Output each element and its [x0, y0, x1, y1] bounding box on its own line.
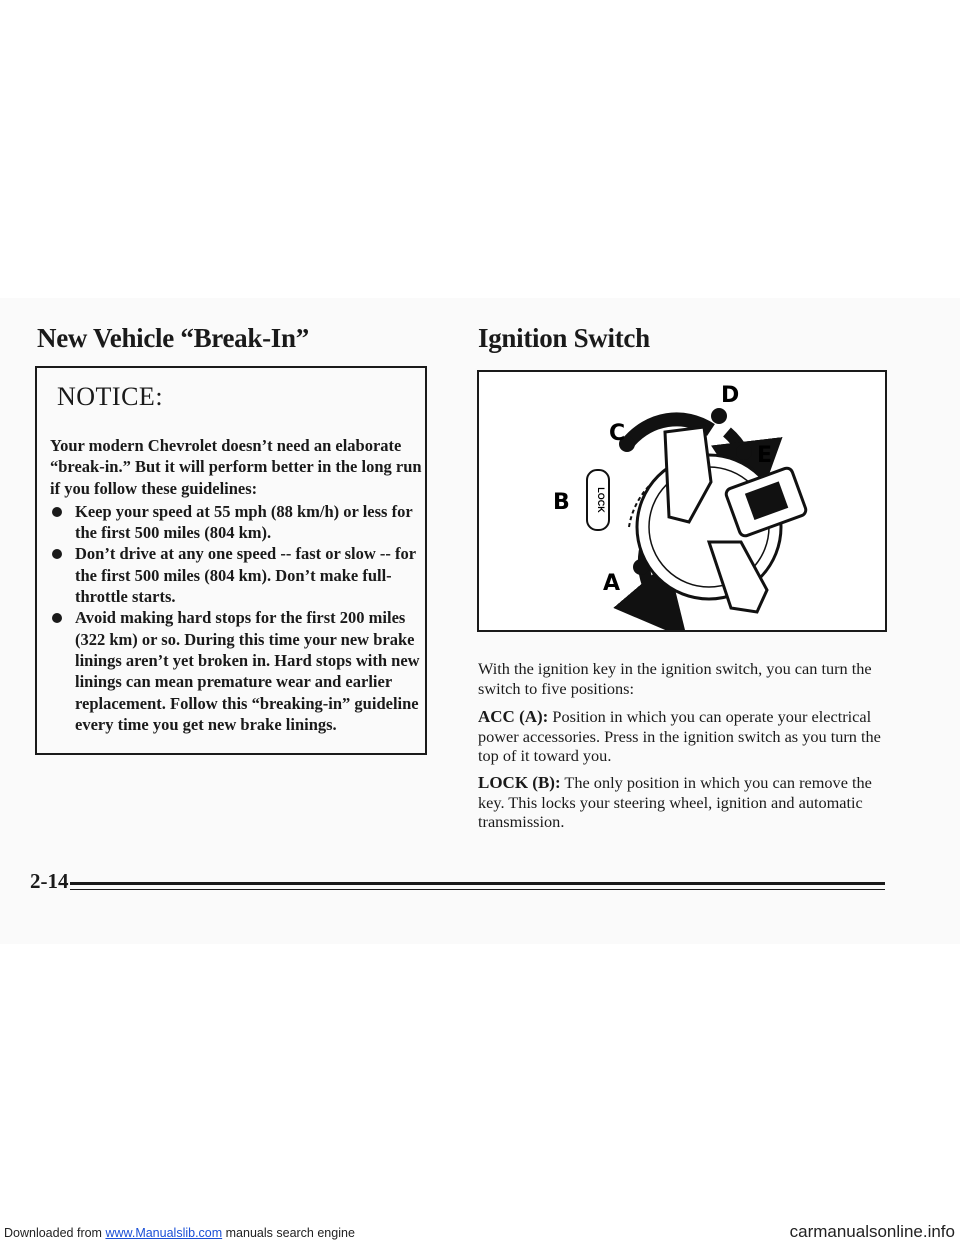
- position-e-dot: [736, 444, 752, 460]
- notice-item-text: Don’t drive at any one speed -- fast or slow -- for the first 500 miles (804 km). Don’t make full-throttle starts.: [75, 544, 416, 607]
- footer-rule-thin: [70, 889, 885, 890]
- acc-paragraph: [478, 707, 898, 766]
- acc-term: ACC (A):: [478, 707, 549, 726]
- bullet-icon: [52, 613, 62, 623]
- ignition-intro: [478, 659, 898, 698]
- ignition-switch-figure: [477, 370, 887, 632]
- notice-box: [35, 366, 427, 755]
- download-footer: [4, 1226, 355, 1240]
- ignition-switch-illustration: [479, 372, 885, 630]
- notice-item-text: Keep your speed at 55 mph (88 km/h) or less for the first 500 miles (804 km).: [75, 501, 413, 543]
- label-e: E: [757, 443, 773, 468]
- lock-text: LOCK: [596, 487, 606, 513]
- watermark: carmanualsonline.info: [789, 1222, 955, 1241]
- notice-title: NOTICE:: [57, 382, 164, 411]
- footer-rule-thick: [70, 882, 885, 885]
- lock-paragraph: [478, 773, 898, 832]
- notice-intro: Your modern Chevrolet doesn’t need an elaborate “break-in.” But it will perform better in the long run if you follow these guidelines:: [50, 436, 422, 498]
- footer-suffix: manuals search engine: [222, 1226, 355, 1240]
- list-item: [50, 543, 425, 607]
- break-in-heading: New Vehicle “Break-In”: [37, 323, 309, 353]
- bullet-icon: [52, 549, 62, 559]
- label-d: D: [721, 383, 740, 408]
- ignition-intro-text: With the ignition key in the ignition switch, you can turn the switch to five positions:: [478, 659, 872, 698]
- notice-item-text: Avoid making hard stops for the first 200 miles (322 km) or so. During this time your new brake linings aren’t yet broken in. Hard stops with new linings can mean premature wear and earlier replacement. Follow this “breaking-in” guideline every time you get new brake linings.: [75, 608, 420, 734]
- footer-prefix: Downloaded from: [4, 1226, 106, 1240]
- label-a: A: [603, 571, 621, 596]
- label-b: B: [553, 490, 570, 515]
- lock-text-body: The only position in which you can remove the key. This locks your steering wheel, ignition and automatic transmission.: [478, 773, 872, 831]
- bullet-icon: [52, 507, 62, 517]
- position-d-dot: [711, 408, 727, 424]
- acc-text: Position in which you can operate your electrical power accessories. Press in the ignition switch as you turn the top of it toward you.: [478, 707, 881, 765]
- label-c: C: [609, 421, 626, 446]
- list-item: [50, 607, 425, 735]
- manualslib-link[interactable]: www.Manualslib.com: [105, 1226, 223, 1240]
- page-number: 2-14: [30, 869, 69, 893]
- notice-list: [50, 501, 425, 735]
- list-item: [50, 501, 425, 544]
- lock-term: LOCK (B):: [478, 773, 561, 792]
- ignition-switch-heading: Ignition Switch: [478, 323, 650, 353]
- notice-text: [50, 435, 425, 735]
